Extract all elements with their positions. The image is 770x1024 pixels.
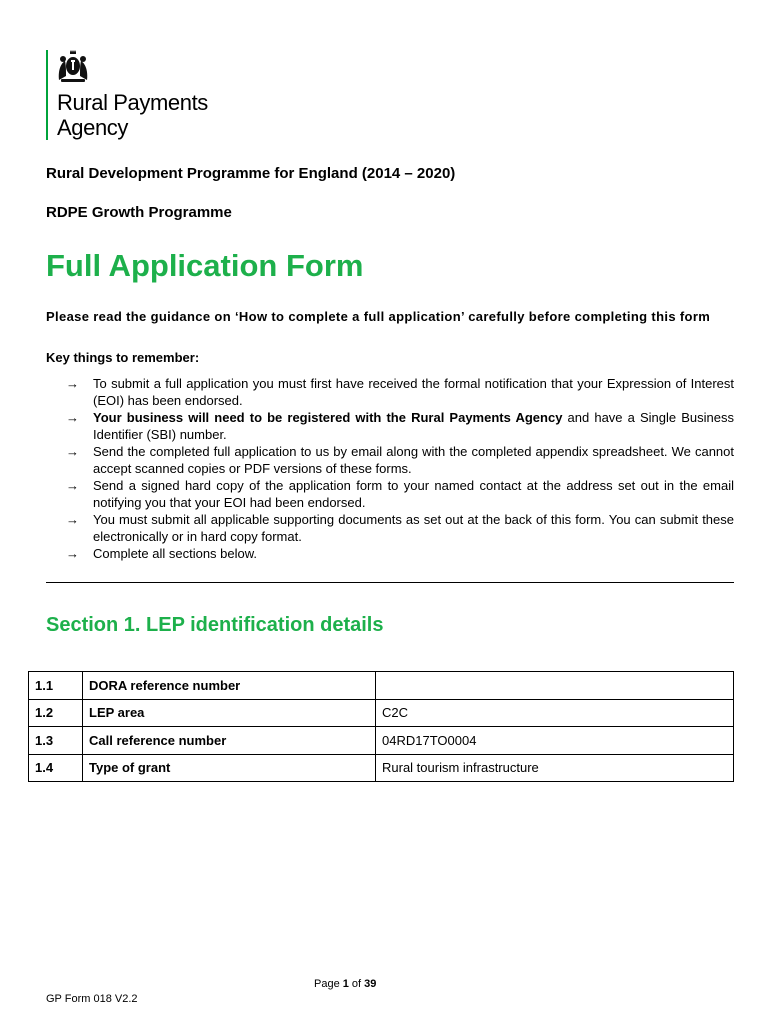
section-1-title: Section 1. LEP identification details <box>46 614 384 636</box>
list-item-text: Send a signed hard copy of the application form to your named contact at the address set out in the email notifying you that your EOI had been endorsed. <box>93 478 734 510</box>
list-item <box>66 477 734 511</box>
table-row <box>29 672 734 700</box>
list-item <box>66 443 734 477</box>
row-label: Call reference number <box>83 727 376 755</box>
list-item-text: To submit a full application you must first have received the formal notification that your Expression of Interest (EOI) has been endorsed. <box>93 376 734 408</box>
list-item <box>66 409 734 443</box>
logo-name <box>57 90 208 140</box>
arrow-right-icon: → <box>66 376 79 391</box>
subprogramme-heading: RDPE Growth Programme <box>46 204 232 221</box>
key-things-heading: Key things to remember: <box>46 350 200 365</box>
lep-area-field[interactable]: C2C <box>376 699 734 727</box>
row-number: 1.3 <box>29 727 83 755</box>
list-item <box>66 511 734 545</box>
list-item-text: Complete all sections below. <box>93 546 258 561</box>
table-row <box>29 727 734 755</box>
page-prefix: Page <box>314 978 343 990</box>
row-label: LEP area <box>83 699 376 727</box>
row-number: 1.4 <box>29 754 83 782</box>
list-item-text: and have a Single Business Identifier (SBI) number. <box>93 410 734 442</box>
row-number: 1.1 <box>29 672 83 700</box>
page-current: 1 <box>342 978 349 990</box>
list-item <box>66 375 734 409</box>
royal-coat-of-arms-icon <box>56 50 90 84</box>
table-row <box>29 754 734 782</box>
list-item <box>66 545 734 562</box>
table-row <box>29 699 734 727</box>
list-item-text: You must submit all applicable supporting documents as set out at the back of this form. You can submit these electronically or in hard copy format. <box>93 512 734 544</box>
form-code: GP Form 018 V2.2 <box>46 993 138 1005</box>
lep-details-table <box>28 671 734 782</box>
logo-name-line2: Agency <box>57 115 128 140</box>
logo-green-bar <box>46 50 48 140</box>
list-item-text: Send the completed full application to us by email along with the completed appendix spreadsheet. We cannot accept scanned copies or PDF versions of these forms. <box>93 444 734 476</box>
arrow-right-icon: → <box>66 546 79 561</box>
row-label: DORA reference number <box>83 672 376 700</box>
list-item-bold-text: Your business will need to be registered with the Rural Payments Agency <box>93 410 563 425</box>
page-number <box>314 978 376 990</box>
guidance-instruction: Please read the guidance on ‘How to complete a full application’ carefully before completing this form <box>46 309 711 324</box>
call-reference-field[interactable]: 04RD17TO0004 <box>376 727 734 755</box>
row-label: Type of grant <box>83 754 376 782</box>
key-things-list <box>66 375 734 562</box>
section-divider <box>46 582 734 583</box>
row-number: 1.2 <box>29 699 83 727</box>
arrow-right-icon: → <box>66 444 79 459</box>
dora-reference-field[interactable] <box>376 672 734 700</box>
logo-name-line1: Rural Payments <box>57 90 208 115</box>
page-title: Full Application Form <box>46 248 364 283</box>
arrow-right-icon: → <box>66 410 79 425</box>
grant-type-field[interactable]: Rural tourism infrastructure <box>376 754 734 782</box>
page-of: of <box>348 978 365 990</box>
arrow-right-icon: → <box>66 512 79 527</box>
programme-heading: Rural Development Programme for England (2014 – 2020) <box>46 165 456 182</box>
rpa-logo <box>46 50 286 140</box>
arrow-right-icon: → <box>66 478 79 493</box>
page-total: 39 <box>364 978 377 990</box>
